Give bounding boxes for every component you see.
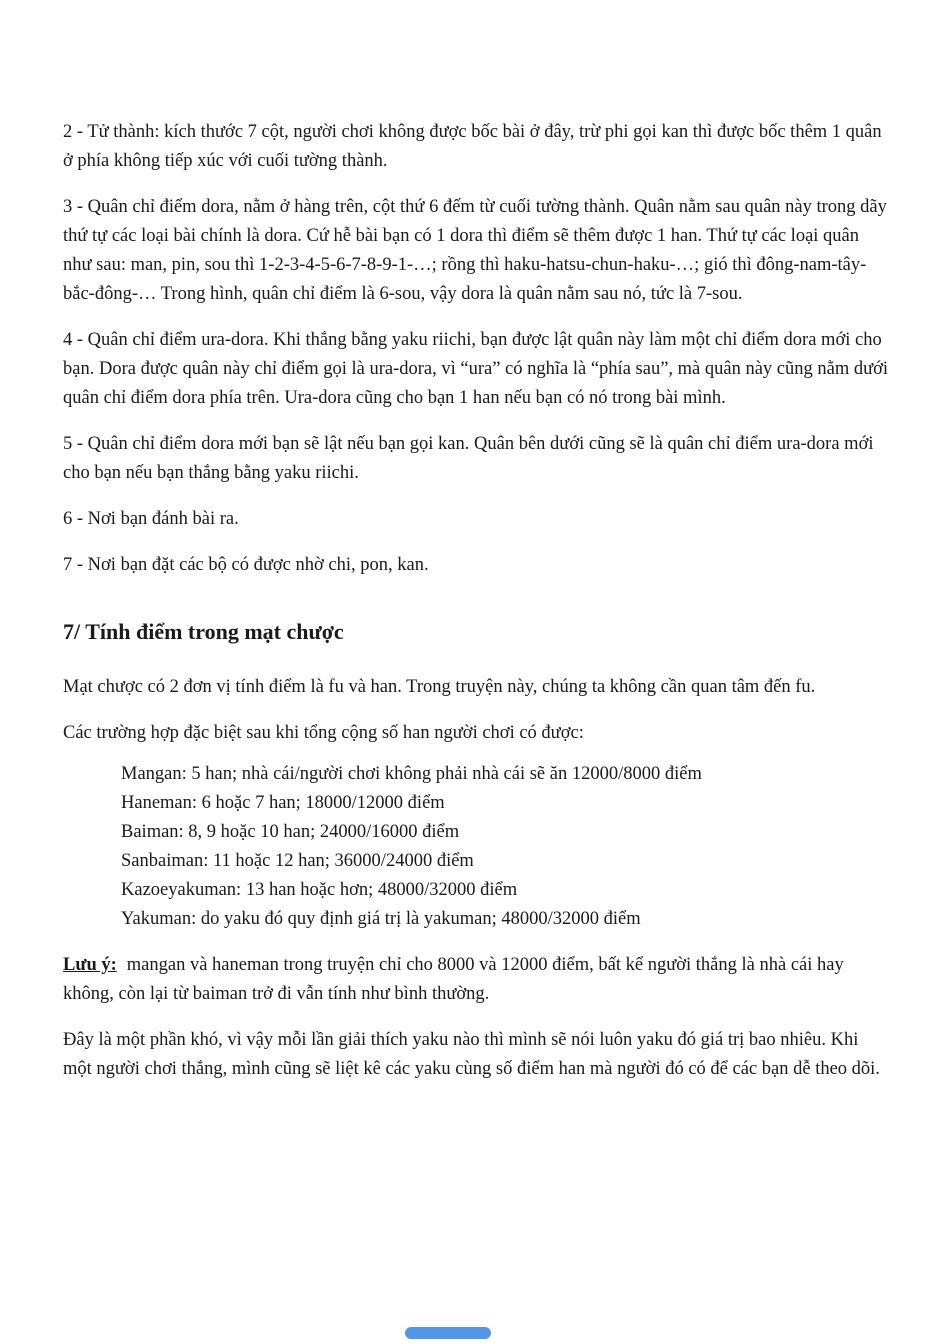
- note-remark-text: mangan và haneman trong truyện chỉ cho 8000 và 12000 điểm, bất kể người thắng là nhà cái hay không, còn lại từ baiman trở đi vẫn tính như bình thường.: [63, 955, 844, 1004]
- note-remark-paragraph: [63, 951, 890, 1009]
- score-line-sanbaiman: Sanbaiman: 11 hoặc 12 han; 36000/24000 điểm: [121, 851, 474, 871]
- section-heading-scoring: 7/ Tính điểm trong mạt chược: [63, 619, 344, 644]
- scroll-indicator[interactable]: [405, 1327, 491, 1339]
- score-line-mangan: Mangan: 5 han; nhà cái/người chơi không phải nhà cái sẽ ăn 12000/8000 điểm: [121, 764, 702, 784]
- note-paragraph-5: 5 - Quân chỉ điểm dora mới bạn sẽ lật nếu bạn gọi kan. Quân bên dưới cũng sẽ là quân chỉ điểm ura-dora mới cho bạn nếu bạn thắng bằng yaku riichi.: [63, 434, 874, 483]
- note-paragraph-4: 4 - Quân chỉ điểm ura-dora. Khi thắng bằng yaku riichi, bạn được lật quân này làm một chỉ điểm dora mới cho bạn. Dora được quân này chỉ điểm gọi là ura-dora, vì “ura” có nghĩa là “phía sau”, mà quân này cũng nằm dưới quân chỉ điểm dora phía trên. Ura-dora cũng cho bạn 1 han nếu bạn có nó trong bài mình.: [63, 330, 889, 408]
- note-paragraph-6: 6 - Nơi bạn đánh bài ra.: [63, 509, 239, 529]
- note-paragraph-3: 3 - Quân chỉ điểm dora, nằm ở hàng trên, cột thứ 6 đếm từ cuối tường thành. Quân nằm sau quân này trong dãy thứ tự các loại bài chính là dora. Cứ hễ bài bạn có 1 dora thì điểm sẽ thêm được 1 han. Thứ tự các loại quân như sau: man, pin, sou thì 1-2-3-4-5-6-7-8-9-1-…; rồng thì haku-hatsu-chun-haku-…; gió thì đông-nam-tây-bắc-đông-… Trong hình, quân chỉ điểm là 6-sou, vậy dora là quân nằm sau nó, tức là 7-sou.: [63, 197, 887, 304]
- score-table: [63, 760, 890, 934]
- score-line-yakuman: Yakuman: do yaku đó quy định giá trị là yakuman; 48000/32000 điểm: [121, 909, 641, 929]
- score-line-kazoeyakuman: Kazoeyakuman: 13 han hoặc hơn; 48000/32000 điểm: [121, 880, 518, 900]
- note-remark-label: Lưu ý:: [63, 955, 117, 975]
- closing-paragraph: Đây là một phần khó, vì vậy mỗi lần giải thích yaku nào thì mình sẽ nói luôn yaku đó giá trị bao nhiêu. Khi một người chơi thắng, mình cũng sẽ liệt kê các yaku cùng số điểm han mà người đó có để các bạn dễ theo dõi.: [63, 1030, 880, 1079]
- note-paragraph-2: 2 - Tử thành: kích thước 7 cột, người chơi không được bốc bài ở đây, trừ phi gọi kan thì được bốc thêm 1 quân ở phía không tiếp xúc với cuối tường thành.: [63, 122, 882, 171]
- note-paragraph-7: 7 - Nơi bạn đặt các bộ có được nhờ chi, pon, kan.: [63, 555, 429, 575]
- special-cases-intro: Các trường hợp đặc biệt sau khi tổng cộng số han người chơi có được:: [63, 723, 584, 743]
- scoring-intro-paragraph: Mạt chược có 2 đơn vị tính điểm là fu và han. Trong truyện này, chúng ta không cần quan tâm đến fu.: [63, 677, 816, 697]
- score-line-haneman: Haneman: 6 hoặc 7 han; 18000/12000 điểm: [121, 793, 445, 813]
- score-line-baiman: Baiman: 8, 9 hoặc 10 han; 24000/16000 điểm: [121, 822, 460, 842]
